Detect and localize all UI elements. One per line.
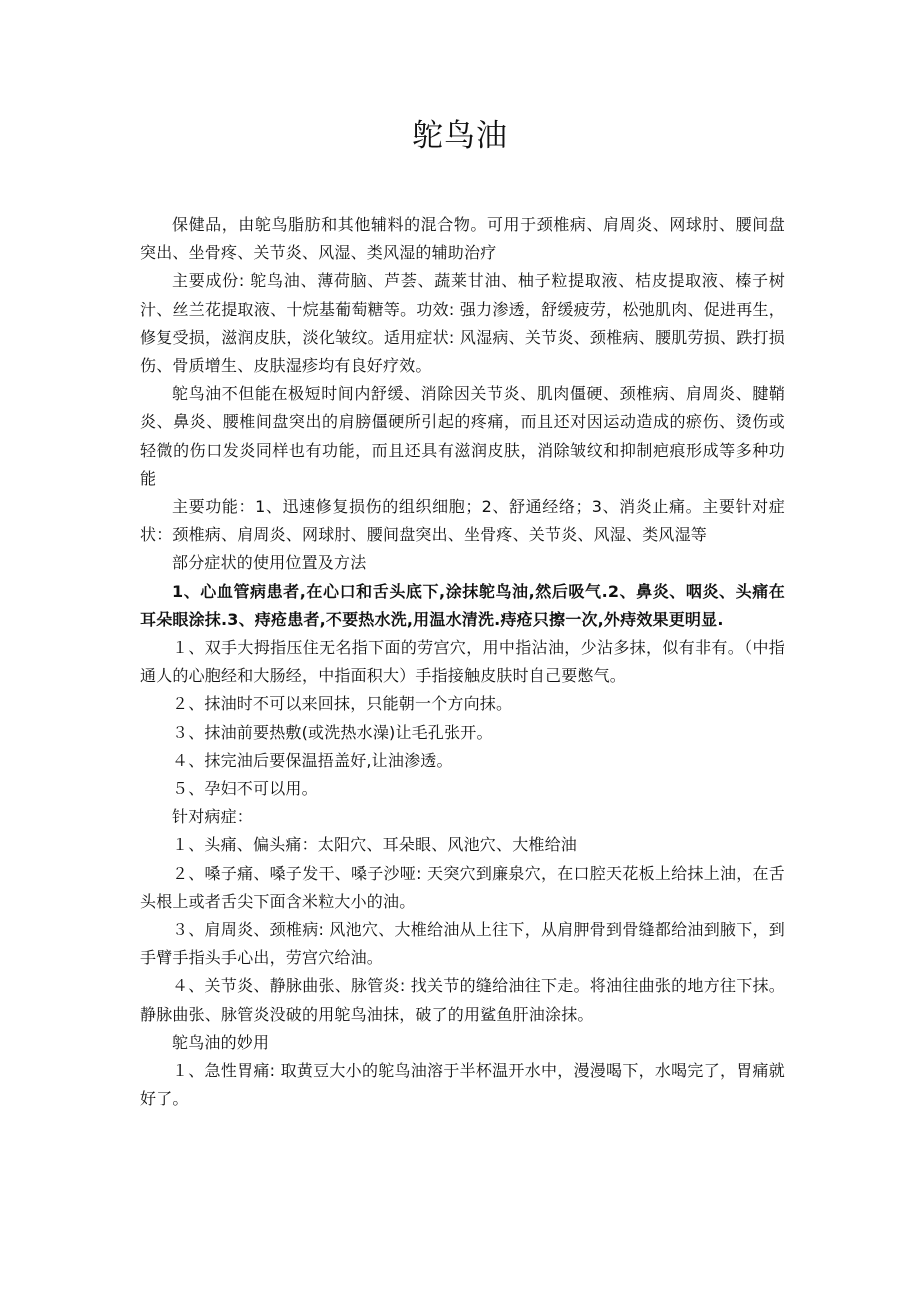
list-item: １、双手大拇指压住无名指下面的劳宫穴，用中指沾油，少沾多抹，似有非有。（中指通人的心胞经和大肠经，中指面积大）手指接触皮肤时自己要憋气。 bbox=[140, 638, 785, 686]
list-item: ４、抹完油后要保温捂盖好,让油渗透。 bbox=[172, 750, 453, 770]
section-heading-uses: 鸵鸟油的妙用 bbox=[172, 1032, 270, 1052]
list-item: ３、肩周炎、颈椎病: 风池穴、大椎给油从上往下，从肩胛骨到骨缝都给油到腋下，到手臂手指头手心出，劳宫穴给油。 bbox=[140, 920, 785, 968]
document-body bbox=[140, 211, 785, 1114]
paragraph-intro: 保健品，由鸵鸟脂肪和其他辅料的混合物。可用于颈椎病、肩周炎、网球肘、腰间盘突出、坐骨疼、关节炎、风湿、类风湿的辅助治疗 bbox=[140, 215, 785, 263]
list-item: ５、孕妇不可以用。 bbox=[172, 779, 318, 799]
section-heading-conditions: 针对病症： bbox=[172, 807, 254, 827]
paragraph-main-functions: 主要功能：1、迅速修复损伤的组织细胞；2、舒通经络；3、消炎止痛。主要针对症状：颈椎病、肩周炎、网球肘、腰间盘突出、坐骨疼、关节炎、风湿、类风湿等 bbox=[140, 497, 785, 545]
list-item: ３、抹油前要热敷(或洗热水澡)让毛孔张开。 bbox=[172, 722, 493, 742]
section-heading-usage: 部分症状的使用位置及方法 bbox=[172, 553, 367, 573]
list-item: ２、嗓子痛、嗓子发干、嗓子沙哑: 天突穴到廉泉穴，在口腔天花板上给抹上油，在舌头根上或者舌尖下面含米粒大小的油。 bbox=[140, 863, 785, 911]
list-item: ４、关节炎、静脉曲张、脉管炎: 找关节的缝给油往下走。将油往曲张的地方往下抹。静脉曲张、脉管炎没破的用鸵鸟油抹，破了的用鲨鱼肝油涂抹。 bbox=[140, 976, 785, 1024]
list-item: ２、抹油时不可以来回抹，只能朝一个方向抹。 bbox=[172, 694, 513, 714]
list-item: １、急性胃痛: 取黄豆大小的鸵鸟油溶于半杯温开水中，漫漫喝下，水喝完了，胃痛就好了。 bbox=[140, 1061, 785, 1109]
list-item: １、头痛、偏头痛：太阳穴、耳朵眼、风池穴、大椎给油 bbox=[172, 835, 578, 855]
page-title: 鸵鸟油 bbox=[412, 118, 508, 154]
paragraph-bold-usage: 1、心血管病患者,在心口和舌头底下,涂抹鸵鸟油,然后吸气.2、鼻炎、咽炎、头痛在耳朵眼涂抹.3、痔疮患者,不要热水洗,用温水清洗.痔疮只擦一次,外痔效果更明显. bbox=[140, 581, 785, 629]
paragraph-description: 鸵鸟油不但能在极短时间内舒缓、消除因关节炎、肌肉僵硬、颈椎病、肩周炎、腱鞘炎、鼻炎、腰椎间盘突出的肩膀僵硬所引起的疼痛，而且还对因运动造成的瘀伤、烫伤或轻微的伤口发炎同样也有功能，而且还具有滋润皮肤，消除皱纹和抑制疤痕形成等多种功能 bbox=[140, 384, 785, 488]
paragraph-ingredients: 主要成份: 鸵鸟油、薄荷脑、芦荟、蔬莱甘油、柚子粒提取液、桔皮提取液、榛子树汁、丝兰花提取液、十烷基葡萄糖等。功效: 强力渗透，舒缓疲劳，松弛肌肉、促进再生，修复受损，滋润皮肤，淡化皱纹。适用症状: 风湿病、关节炎、颈椎病、腰肌劳损、跌打损伤、骨质增生、皮肤湿疹均有良好疗效。 bbox=[140, 271, 785, 376]
